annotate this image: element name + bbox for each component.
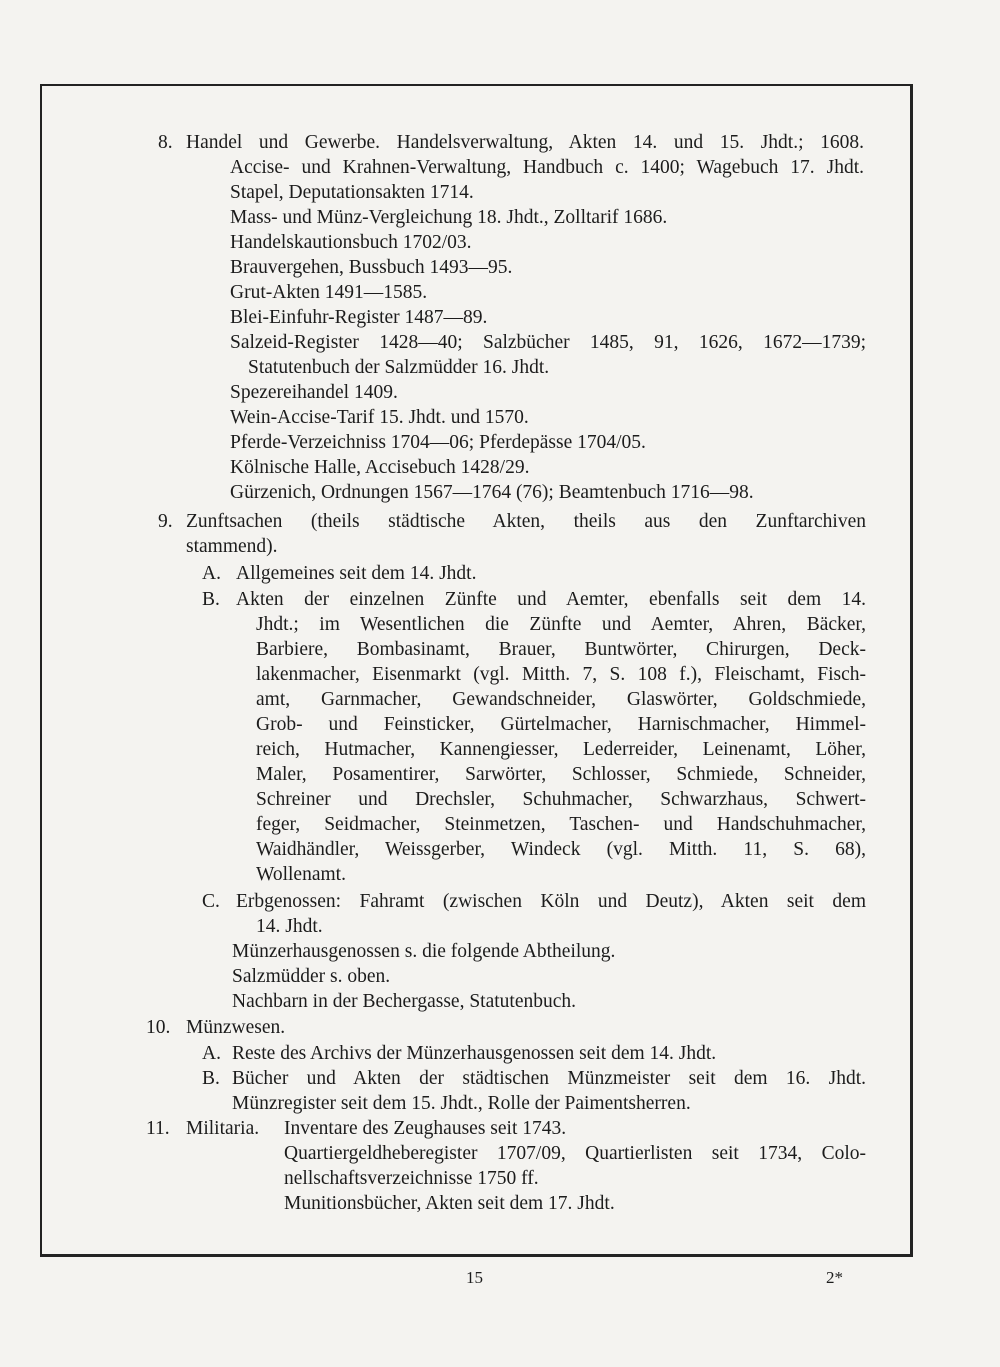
section-11-line: Inventare des Zeughauses seit 1743. xyxy=(284,1118,567,1139)
section-8-line: Kölnische Halle, Accisebuch 1428/29. xyxy=(230,457,530,478)
signature-mark: 2* xyxy=(826,1268,843,1287)
section-9-a-line: Allgemeines seit dem 14. Jhdt. xyxy=(236,563,477,584)
section-8-line: Stapel, Deputationsakten 1714. xyxy=(230,182,474,203)
section-9-c-line: Münzerhausgenossen s. die folgende Abtheilung. xyxy=(232,941,616,962)
section-11-title: Militaria. xyxy=(186,1118,260,1139)
section-8-line: Brauvergehen, Bussbuch 1493—95. xyxy=(230,257,513,278)
section-9-line: Zunftsachen (theils städtische Akten, theils aus den Zunftarchiven xyxy=(186,511,866,532)
section-11-line: Quartiergeldheberegister 1707/09, Quartierlisten seit 1734, Colo- xyxy=(284,1143,866,1164)
section-10-b-marker: B. xyxy=(202,1068,220,1089)
section-9-b-line: Barbiere, Bombasinamt, Brauer, Buntwörter, Chirurgen, Deck- xyxy=(256,639,866,660)
section-8-line: Blei-Einfuhr-Register 1487—89. xyxy=(230,307,488,328)
section-9-b-line: Schreiner und Drechsler, Schuhmacher, Schwarzhaus, Schwert- xyxy=(256,789,866,810)
section-10-b-line: Münzregister seit dem 15. Jhdt., Rolle der Paimentsherren. xyxy=(232,1093,691,1114)
section-8-line: Salzeid-Register 1428—40; Salzbücher 1485, 91, 1626, 1672—1739; xyxy=(230,332,866,353)
section-9-c-line: Nachbarn in der Bechergasse, Statutenbuch. xyxy=(232,991,577,1012)
section-8-line: Spezereihandel 1409. xyxy=(230,382,398,403)
section-9-number: 9. xyxy=(158,511,173,532)
section-9-b-line: Grob- und Feinsticker, Gürtelmacher, Harnischmacher, Himmel- xyxy=(256,714,866,735)
section-9-c-line: Erbgenossen: Fahramt (zwischen Köln und Deutz), Akten seit dem xyxy=(236,891,866,912)
section-9-b-line: amt, Garnmacher, Gewandschneider, Glaswörter, Goldschmiede, xyxy=(256,689,866,710)
section-9-b-line: Wollenamt. xyxy=(256,864,346,885)
section-9-c-line: Salzmüdder s. oben. xyxy=(232,966,391,987)
section-9-c-line: 14. Jhdt. xyxy=(256,916,323,937)
section-11-line: Munitionsbücher, Akten seit dem 17. Jhdt. xyxy=(284,1193,615,1214)
section-8-line: Handelskautionsbuch 1702/03. xyxy=(230,232,472,253)
section-9-b-line: reich, Hutmacher, Kannengiesser, Lederreider, Leinenamt, Löher, xyxy=(256,739,866,760)
section-8-number: 8. xyxy=(158,132,173,153)
section-10-a-line: Reste des Archivs der Münzerhausgenossen seit dem 14. Jhdt. xyxy=(232,1043,717,1064)
section-8-line: Pferde-Verzeichniss 1704—06; Pferdepässe 1704/05. xyxy=(230,432,646,453)
section-9-b-line: Maler, Posamentirer, Sarwörter, Schlosser, Schmiede, Schneider, xyxy=(256,764,866,785)
section-8-line: Handel und Gewerbe. Handelsverwaltung, Akten 14. und 15. Jhdt.; 1608. xyxy=(186,132,864,153)
section-8-line: Accise- und Krahnen-Verwaltung, Handbuch c. 1400; Wagebuch 17. Jhdt. xyxy=(230,157,864,178)
section-11-number: 11. xyxy=(146,1118,170,1139)
section-9-line: stammend). xyxy=(186,536,278,557)
section-9-b-line: feger, Seidmacher, Steinmetzen, Taschen- und Handschuhmacher, xyxy=(256,814,866,835)
section-8-line: Grut-Akten 1491—1585. xyxy=(230,282,428,303)
section-9-b-marker: B. xyxy=(202,589,220,610)
section-8-line: Wein-Accise-Tarif 15. Jhdt. und 1570. xyxy=(230,407,529,428)
section-8-line: Mass- und Münz-Vergleichung 18. Jhdt., Zolltarif 1686. xyxy=(230,207,668,228)
section-10-number: 10. xyxy=(146,1017,171,1038)
section-11-line: nellschaftsverzeichnisse 1750 ff. xyxy=(284,1168,539,1189)
section-10-title: Münzwesen. xyxy=(186,1017,286,1038)
section-9-a-marker: A. xyxy=(202,563,221,584)
section-9-b-line: Waidhändler, Weissgerber, Windeck (vgl. Mitth. 11, S. 68), xyxy=(256,839,866,860)
page-number: 15 xyxy=(466,1268,483,1287)
section-8-line: Statutenbuch der Salzmüdder 16. Jhdt. xyxy=(248,357,550,378)
section-10-a-marker: A. xyxy=(202,1043,221,1064)
section-9-c-marker: C. xyxy=(202,891,220,912)
section-10-b-line: Bücher und Akten der städtischen Münzmeister seit dem 16. Jhdt. xyxy=(232,1068,866,1089)
section-9-b-line: lakenmacher, Eisenmarkt (vgl. Mitth. 7, S. 108 f.), Fleischamt, Fisch- xyxy=(256,664,866,685)
section-8-line: Gürzenich, Ordnungen 1567—1764 (76); Beamtenbuch 1716—98. xyxy=(230,482,754,503)
section-9-b-line: Jhdt.; im Wesentlichen die Zünfte und Aemter, Ahren, Bäcker, xyxy=(256,614,866,635)
section-9-b-line: Akten der einzelnen Zünfte und Aemter, ebenfalls seit dem 14. xyxy=(236,589,866,610)
